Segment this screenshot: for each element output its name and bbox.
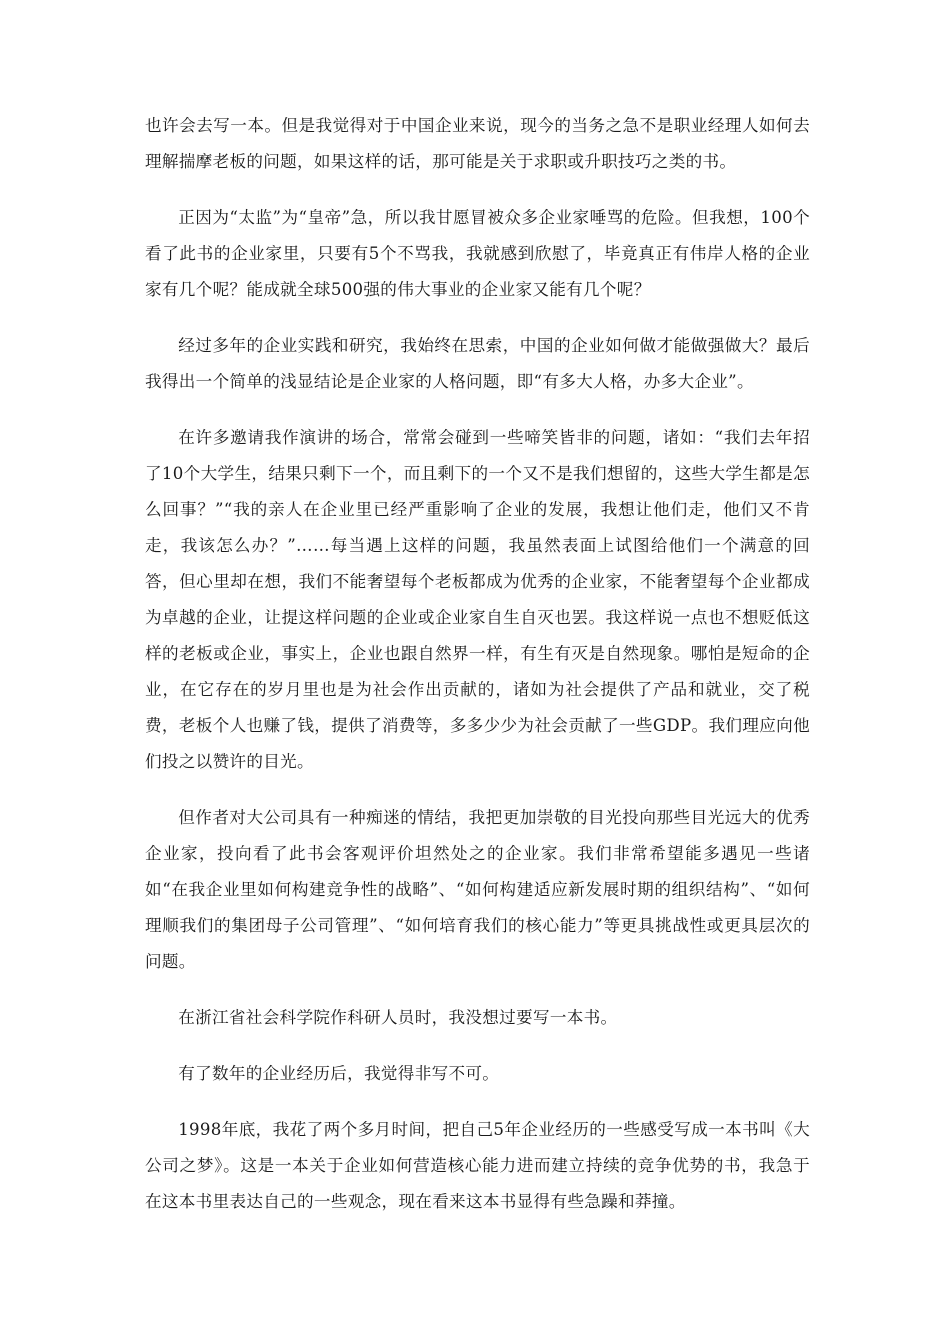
paragraph-5: 但作者对大公司具有一种痴迷的情结，我把更加崇敬的目光投向那些目光远大的优秀企业家，投向看了此书会客观评价坦然处之的企业家。我们非常希望能多遇见一些诸如“在我企业里如何构建竞争性的战略”、“如何构建适应新发展时期的组织结构”、“如何理顺我们的集团母子公司管理”、“如何培育我们的核心能力”等更具挑战性或更具层次的问题。 bbox=[145, 808, 810, 971]
paragraph-8: 1998年底，我花了两个多月时间，把自己5年企业经历的一些感受写成一本书叫《大公司之梦》。这是一本关于企业如何营造核心能力进而建立持续的竞争优势的书，我急于在这本书里表达自己的一些观念，现在看来这本书显得有些急躁和莽撞。 bbox=[145, 1120, 810, 1211]
paragraph-3: 经过多年的企业实践和研究，我始终在思索，中国的企业如何做才能做强做大？最后我得出一个简单的浅显结论是企业家的人格问题，即“有多大人格，办多大企业”。 bbox=[145, 336, 810, 391]
paragraph-4: 在许多邀请我作演讲的场合，常常会碰到一些啼笑皆非的问题，诸如：“我们去年招了10个大学生，结果只剩下一个，而且剩下的一个又不是我们想留的，这些大学生都是怎么回事？”“我的亲人在企业里已经严重影响了企业的发展，我想让他们走，他们又不肯走，我该怎么办？”……每当遇上这样的问题，我虽然表面上试图给他们一个满意的回答，但心里却在想，我们不能奢望每个老板都成为优秀的企业家，不能奢望每个企业都成为卓越的企业，让提这样问题的企业或企业家自生自灭也罢。我这样说一点也不想贬低这样的老板或企业，事实上，企业也跟自然界一样，有生有灭是自然现象。哪怕是短命的企业，在它存在的岁月里也是为社会作出贡献的，诸如为社会提供了产品和就业，交了税费，老板个人也赚了钱，提供了消费等，多多少少为社会贡献了一些GDP。我们理应向他们投之以赞许的目光。 bbox=[145, 428, 810, 771]
paragraph-7: 有了数年的企业经历后，我觉得非写不可。 bbox=[178, 1064, 500, 1083]
paragraph-6: 在浙江省社会科学院作科研人员时，我没想过要写一本书。 bbox=[178, 1008, 618, 1027]
paragraph-continuation: 也许会去写一本。但是我觉得对于中国企业来说，现今的当务之急不是职业经理人如何去理解揣摩老板的问题，如果这样的话，那可能是关于求职或升职技巧之类的书。 bbox=[145, 116, 810, 171]
body-text bbox=[145, 108, 810, 1240]
paragraph-2: 正因为“太监”为“皇帝”急，所以我甘愿冒被众多企业家唾骂的危险。但我想，100个看了此书的企业家里，只要有5个不骂我，我就感到欣慰了，毕竟真正有伟岸人格的企业家有几个呢？能成就全球500强的伟大事业的企业家又能有几个呢？ bbox=[145, 208, 810, 299]
